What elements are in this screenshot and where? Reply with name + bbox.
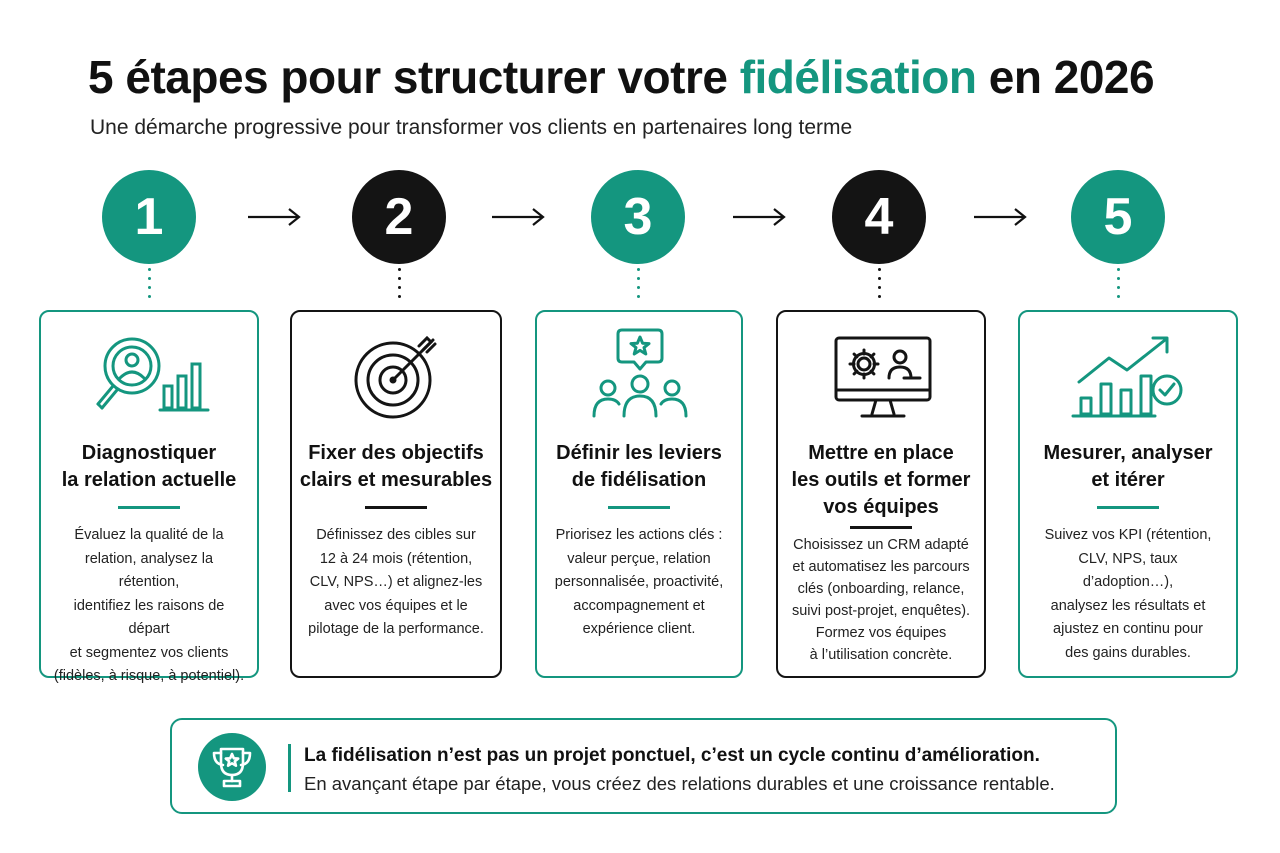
conclusion-banner <box>170 718 1117 814</box>
step-5-number: 5 <box>1071 170 1165 264</box>
step-3-number: 3 <box>591 170 685 264</box>
step-4-title: Mettre en place les outils et former vos équipes <box>791 442 971 518</box>
arrow-right-icon <box>972 206 1028 228</box>
divider <box>608 506 670 509</box>
step-3-title: Définir les leviers de fidélisation <box>556 442 722 491</box>
team-star-icon <box>574 326 704 426</box>
step-4-number: 4 <box>832 170 926 264</box>
step-4-card <box>776 310 986 678</box>
divider <box>118 506 180 509</box>
divider <box>850 526 912 529</box>
arrow-right-icon <box>246 206 302 228</box>
banner-headline: La fidélisation n’est pas un projet ponctuel, c’est un cycle continu d’amélioration. <box>304 745 1040 766</box>
banner-text: En avançant étape par étape, vous créez des relations durables et une croissance rentable. <box>304 773 1055 794</box>
trophy-icon <box>198 733 266 801</box>
step-2-number: 2 <box>352 170 446 264</box>
connector-dots <box>148 268 152 300</box>
step-1-card <box>39 310 259 684</box>
target-arrow-icon <box>331 326 461 426</box>
banner-accent-bar <box>288 744 291 792</box>
step-1-title: Diagnostiquer la relation actuelle <box>61 442 237 491</box>
title-prefix: 5 étapes pour structurer votre <box>88 51 728 103</box>
magnifier-user-chart-icon <box>84 326 214 426</box>
connector-dots <box>637 268 641 300</box>
title-suffix: en 2026 <box>988 51 1155 103</box>
connector-dots <box>878 268 882 300</box>
step-5-description: Suivez vos KPI (rétention, CLV, NPS, taux d’adoption…), analysez les résultats et ajustez en continu pour des gains durables. <box>1044 527 1212 661</box>
step-2-card <box>290 310 502 678</box>
page-title <box>88 50 1154 104</box>
page-subtitle: Une démarche progressive pour transformer vos clients en partenaires long terme <box>90 116 853 139</box>
step-3-card <box>535 310 743 678</box>
step-5-card <box>1018 310 1238 678</box>
step-1-number: 1 <box>102 170 196 264</box>
connector-dots <box>398 268 402 300</box>
growth-chart-check-icon <box>1063 326 1193 426</box>
divider <box>1097 506 1159 509</box>
step-5-title: Mesurer, analyser et itérer <box>1043 442 1213 491</box>
step-3-description: Priorisez les actions clés : valeur perçue, relation personnalisée, proactivité, accompagnement et expérience client. <box>554 527 724 637</box>
step-4-description: Choisissez un CRM adapté et automatisez les parcours clés (onboarding, relance, suivi post-projet, enquêtes). Formez vos équipes à l’utilisation concrète. <box>791 537 971 663</box>
monitor-gear-user-icon <box>816 326 946 426</box>
step-1-description: Évaluez la qualité de la relation, analysez la rétention, identifiez les raisons de départ et segmentez vos clients (fidèles, à risque, à potentiel). <box>53 527 245 684</box>
step-2-description: Définissez des cibles sur 12 à 24 mois (rétention, CLV, NPS…) et alignez-les avec vos équipes et le pilotage de la performance. <box>308 527 484 637</box>
arrow-right-icon <box>731 206 787 228</box>
arrow-right-icon <box>490 206 546 228</box>
trophy-badge <box>198 733 266 801</box>
title-accent: fidélisation <box>739 51 977 103</box>
divider <box>365 506 427 509</box>
connector-dots <box>1117 268 1121 300</box>
step-2-title: Fixer des objectifs clairs et mesurables <box>299 442 493 491</box>
